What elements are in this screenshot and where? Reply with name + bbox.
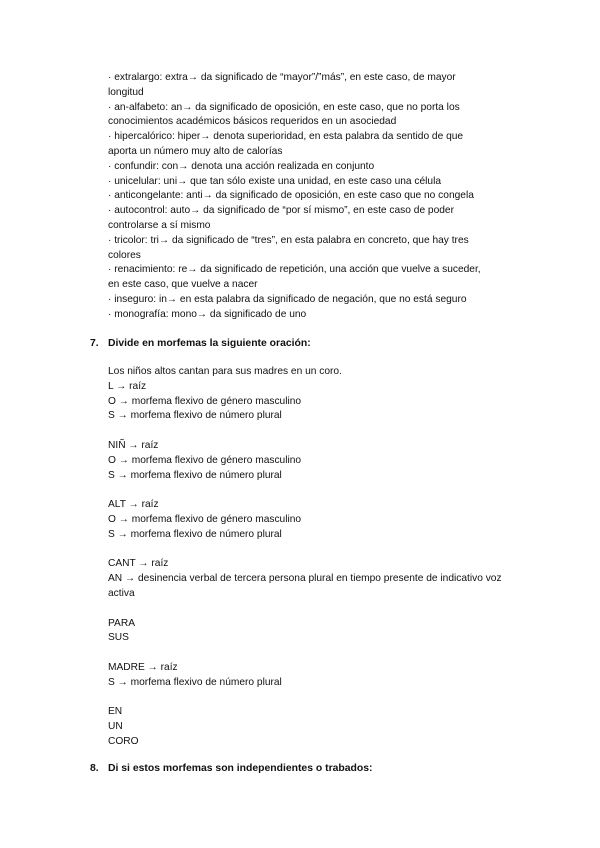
list-item: · hipercalórico: hiper→ denota superioridad, en esta palabra da sentido de que aporta un número muy alto de calorías bbox=[108, 131, 464, 157]
list-item: · monografía: mono→ da significado de uno bbox=[108, 308, 307, 320]
spacer bbox=[108, 602, 528, 617]
list-item: · autocontrol: auto→ da significado de “por sí mismo”, en este caso de poder controlarse a sí mismo bbox=[108, 205, 454, 231]
spacer bbox=[108, 424, 528, 439]
prefix-list bbox=[108, 71, 493, 323]
morpheme-line: S → morfema flexivo de número plural bbox=[108, 528, 282, 540]
morpheme-line: MADRE → raíz bbox=[108, 661, 178, 673]
list-item: · unicelular: uni→ que tan sólo existe una unidad, en este caso una célula bbox=[108, 175, 442, 187]
morpheme-line: O → morfema flexivo de género masculino bbox=[108, 454, 302, 466]
morpheme-line: EN bbox=[108, 706, 123, 718]
morpheme-line: S → morfema flexivo de número plural bbox=[108, 676, 282, 688]
morpheme-line: S → morfema flexivo de número plural bbox=[108, 410, 282, 422]
spacer bbox=[108, 691, 528, 706]
morpheme-line: SUS bbox=[108, 632, 129, 644]
question-7-answer bbox=[108, 365, 528, 750]
spacer bbox=[108, 646, 528, 661]
question-title: Divide en morfemas la siguiente oración: bbox=[108, 338, 311, 349]
spacer bbox=[108, 483, 528, 498]
list-item: · tricolor: tri→ da significado de “tres”, en esta palabra en concreto, que hay tres colores bbox=[108, 234, 469, 261]
morpheme-line: CORO bbox=[108, 735, 139, 747]
list-item: · confundir: con→ denota una acción realizada en conjunto bbox=[108, 160, 375, 172]
question-8-heading bbox=[90, 762, 372, 777]
morpheme-line: ALT → raíz bbox=[108, 499, 159, 511]
morpheme-line: AN → desinencia verbal de tercera persona plural en tiempo presente de indicativo voz activa bbox=[108, 573, 502, 599]
example-sentence: Los niños altos cantan para sus madres en un coro. bbox=[108, 366, 342, 377]
spacer bbox=[108, 543, 528, 558]
list-item: · renacimiento: re→ da significado de repetición, una acción que vuelve a suceder, en este caso, que vuelve a nacer bbox=[108, 264, 481, 291]
list-item: · extralargo: extra→ da significado de “mayor”/”más”, en este caso, de mayor longitud bbox=[108, 72, 456, 98]
morpheme-line: S → morfema flexivo de número plural bbox=[108, 469, 282, 481]
morpheme-line: O → morfema flexivo de género masculino bbox=[108, 395, 302, 407]
morpheme-line: NIÑ → raíz bbox=[108, 439, 159, 451]
question-title: Di si estos morfemas son independientes o trabados: bbox=[108, 763, 373, 774]
question-number: 7. bbox=[90, 338, 99, 349]
morpheme-line: PARA bbox=[108, 617, 135, 629]
list-item: · inseguro: in→ en esta palabra da significado de negación, que no está seguro bbox=[108, 293, 467, 305]
morpheme-line: CANT → raíz bbox=[108, 558, 169, 570]
question-7-heading bbox=[90, 337, 311, 352]
question-number: 8. bbox=[90, 763, 99, 774]
morpheme-line: O → morfema flexivo de género masculino bbox=[108, 513, 302, 525]
list-item: · an-alfabeto: an→ da significado de oposición, en este caso, que no porta los conocimientos académicos básicos requeridos en un asociedad bbox=[108, 101, 460, 128]
morpheme-line: UN bbox=[108, 721, 123, 733]
list-item: · anticongelante: anti→ da significado de oposición, en este caso que no congela bbox=[108, 190, 474, 202]
morpheme-line: L → raíz bbox=[108, 380, 147, 392]
